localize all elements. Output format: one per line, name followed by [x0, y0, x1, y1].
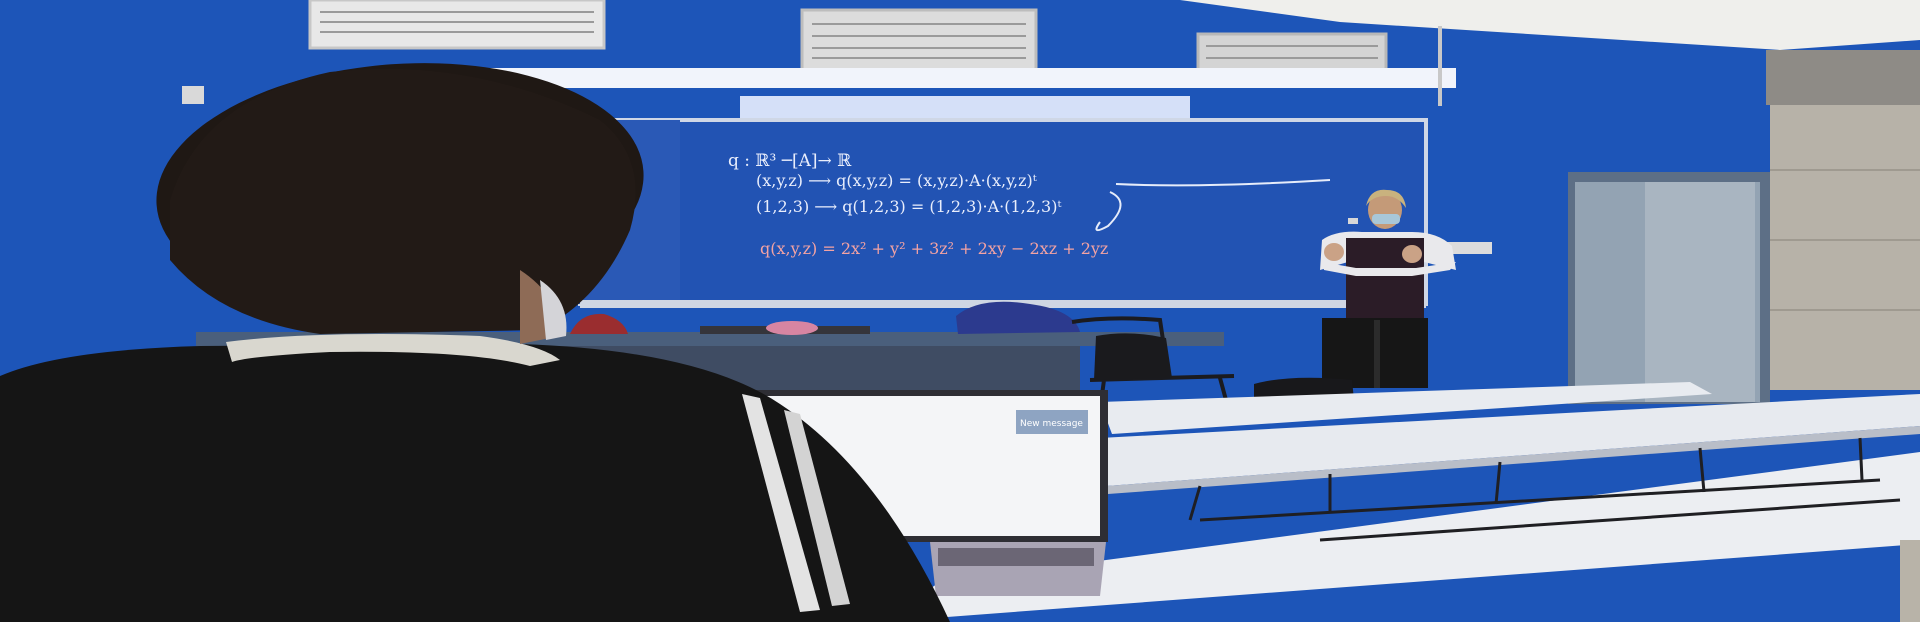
desk-item-pink — [766, 321, 818, 335]
ceiling-vent — [802, 10, 1036, 70]
board-line: q(x,y,z) = 2x² + y² + 3z² + 2xy − 2xz + 2yz — [760, 239, 1109, 258]
laptop-keyboard — [938, 548, 1094, 566]
board-line: (x,y,z) ⟶ q(x,y,z) = (x,y,z)·A·(x,y,z)ᵗ — [756, 171, 1037, 190]
wall-switch — [182, 86, 204, 104]
floor — [1900, 540, 1920, 622]
backpack-on-chair — [1094, 333, 1172, 380]
board-line: q : ℝ³ ─[A]→ ℝ — [728, 151, 852, 171]
board-line: (1,2,3) ⟶ q(1,2,3) = (1,2,3)·A·(1,2,3)ᵗ — [756, 197, 1062, 216]
door-glass-inner — [1645, 182, 1755, 402]
ceiling-vent — [310, 0, 604, 48]
wall-pillar — [1766, 50, 1920, 105]
stone-wall — [1770, 100, 1920, 390]
laptop-notification-text: New message — [1020, 419, 1083, 429]
